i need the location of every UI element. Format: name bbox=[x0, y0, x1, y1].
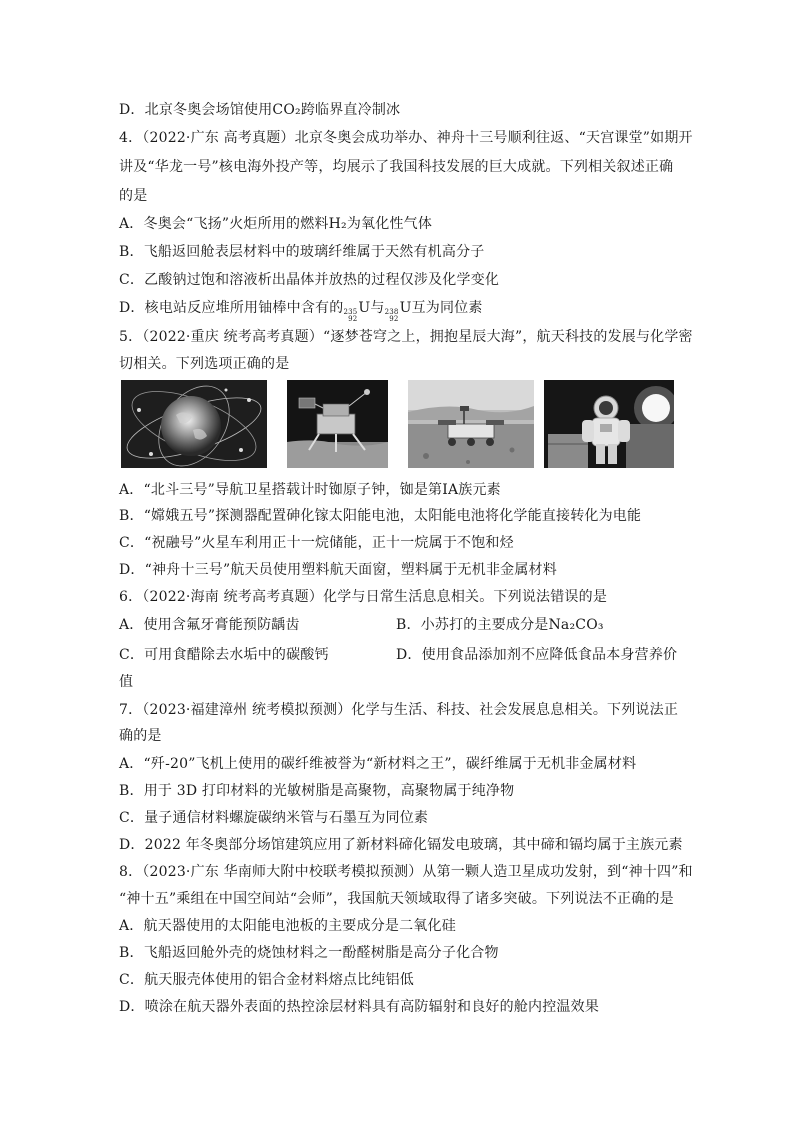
q8-stem-line1: 8．（2023·广东 华南师大附中校联考模拟预测）从第一颗人造卫星成功发射，到“神十四”和 bbox=[119, 864, 693, 880]
u238-mass-number: 238 bbox=[384, 308, 399, 316]
q7-option-d: D．2022 年冬奥部分场馆建筑应用了新材料碲化镉发电玻璃，其中碲和镉均属于主族元素 bbox=[119, 837, 683, 853]
u235-mass-number: 235 bbox=[343, 308, 358, 316]
q5-option-c: C．“祝融号”火星车利用正十一烷储能，正十一烷属于不饱和烃 bbox=[119, 535, 514, 551]
q4-option-d bbox=[119, 298, 483, 323]
q4-option-d-prefix: D．核电站反应堆所用铀棒中含有的 bbox=[119, 300, 344, 316]
q7-option-b: B．用于 3D 打印材料的光敏树脂是高聚物，高聚物属于纯净物 bbox=[119, 783, 515, 799]
q6-option-c: C．可用食醋除去水垢中的碳酸钙 bbox=[119, 647, 329, 663]
q5-photo-strip bbox=[121, 380, 674, 468]
q4-option-d-suffix: U互为同位素 bbox=[399, 300, 483, 316]
q6-option-d: D．使用食品添加剂不应降低食品本身营养价 bbox=[396, 647, 678, 663]
u238-atomic-number: 92 bbox=[389, 315, 399, 323]
q5-option-b: B．“嫦娥五号”探测器配置砷化镓太阳能电池，太阳能电池将化学能直接转化为电能 bbox=[119, 508, 642, 524]
q6-option-a: A．使用含氟牙膏能预防龋齿 bbox=[119, 617, 300, 633]
q7-option-a: A．“歼-20”飞机上使用的碳纤维被誉为“新材料之王”，碳纤维属于无机非金属材料 bbox=[119, 756, 637, 772]
astronaut-spacewalk-photo bbox=[544, 380, 674, 468]
q4-option-a: A．冬奥会“飞扬”火炬所用的燃料H₂为氧化性气体 bbox=[119, 216, 433, 232]
change-lander-photo bbox=[287, 380, 388, 468]
zhurong-rover-photo bbox=[408, 380, 534, 468]
isotope-u235-notation bbox=[343, 309, 357, 323]
q4-stem-line1: 4．（2022·广东 高考真题）北京冬奥会成功举办、神舟十三号顺利往返、“天宫课堂”如期开 bbox=[119, 130, 693, 146]
q6-option-b: B．小苏打的主要成分是Na₂CO₃ bbox=[396, 617, 604, 633]
q6-option-d-cont: 值 bbox=[119, 674, 134, 690]
q8-stem-line2: “神十五”乘组在中国空间站“会师”，我国航天领域取得了诸多突破。下列说法不正确的是 bbox=[119, 891, 674, 907]
q8-option-d: D．喷涂在航天器外表面的热控涂层材料具有高防辐射和良好的舱内控温效果 bbox=[119, 999, 600, 1015]
q8-option-a: A．航天器使用的太阳能电池板的主要成分是二氧化硅 bbox=[119, 918, 456, 934]
q8-option-c: C．航天服壳体使用的铝合金材料熔点比纯铝低 bbox=[119, 972, 414, 988]
q4-option-d-middle: U与 bbox=[358, 300, 385, 316]
isotope-u238-notation bbox=[385, 309, 399, 323]
q7-stem-line1: 7．（2023·福建漳州 统考模拟预测）化学与生活、科技、社会发展息息相关。下列说法正 bbox=[119, 702, 679, 718]
q4-stem-line3: 的是 bbox=[119, 188, 148, 204]
q5-option-d: D．“神舟十三号”航天员使用塑料航天面窗，塑料属于无机非金属材料 bbox=[119, 562, 557, 578]
q7-option-c: C．量子通信材料螺旋碳纳米管与石墨互为同位素 bbox=[119, 810, 429, 826]
q3-option-d: D．北京冬奥会场馆使用CO₂跨临界直冷制冰 bbox=[119, 102, 401, 118]
q6-stem: 6．（2022·海南 统考高考真题）化学与日常生活息息相关。下列说法错误的是 bbox=[119, 589, 608, 605]
q4-option-c: C．乙酸钠过饱和溶液析出晶体并放热的过程仅涉及化学变化 bbox=[119, 272, 500, 288]
q8-option-b: B．飞船返回舱外壳的烧蚀材料之一酚醛树脂是高分子化合物 bbox=[119, 945, 499, 961]
q5-stem-line2: 切相关。下列选项正确的是 bbox=[119, 356, 290, 372]
q4-option-b: B．飞船返回舱表层材料中的玻璃纤维属于天然有机高分子 bbox=[119, 244, 485, 260]
q7-stem-line2: 确的是 bbox=[119, 728, 162, 744]
q5-option-a: A．“北斗三号”导航卫星搭载计时铷原子钟，铷是第ⅠA族元素 bbox=[119, 482, 501, 498]
q5-stem-line1: 5．（2022·重庆 统考高考真题）“逐梦苍穹之上，拥抱星辰大海”，航天科技的发展与化学密 bbox=[119, 329, 693, 345]
beidou-satellite-photo bbox=[121, 380, 267, 468]
q4-stem-line2: 讲及“华龙一号”核电海外投产等，均展示了我国科技发展的巨大成就。下列相关叙述正确 bbox=[119, 159, 674, 175]
u235-atomic-number: 92 bbox=[348, 315, 358, 323]
